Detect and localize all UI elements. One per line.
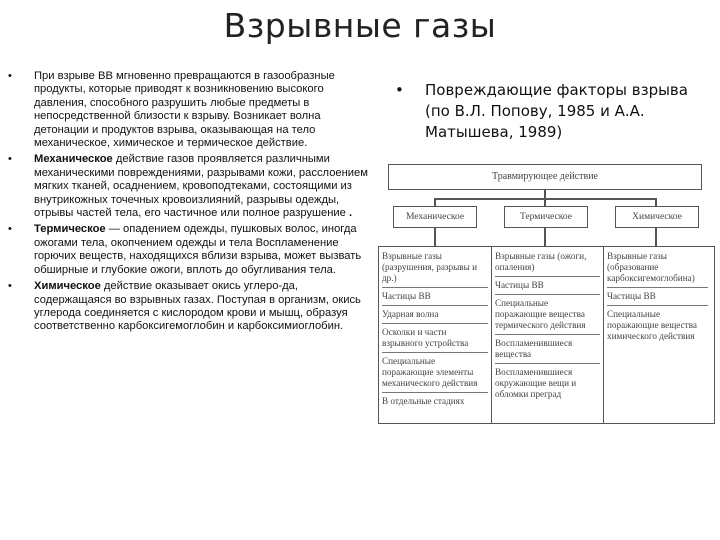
cell-divider: [607, 287, 708, 288]
factor-item: Специальные поражающие элементы механического действия: [382, 356, 478, 388]
factor-item: Частицы ВВ: [607, 291, 656, 301]
connector-line: [544, 228, 546, 246]
factor-item: Частицы ВВ: [495, 280, 544, 290]
cell-divider: [495, 294, 600, 295]
cell-divider: [382, 392, 488, 393]
connector-line: [544, 189, 546, 198]
cell-divider: [495, 363, 600, 364]
bullet-emphasis: Химическое: [34, 280, 101, 293]
factor-item: Специальные поражающие вещества термического действия: [495, 298, 586, 330]
right-heading: [395, 80, 695, 143]
factor-item: Ударная волна: [382, 309, 439, 319]
bullet-item: [8, 280, 378, 334]
cell-divider: [382, 352, 488, 353]
bullet-text: действие газов проявляется различными механическими повреждениями, разрывами кожи, расслоением мягких тканей, осаднением, кровоподтеками, состоящими из внутрикожных точечных кровоизлияний, разрывы одежды, отрывы частей тела, его частичное или полное разрушение: [34, 153, 368, 220]
bullet-icon: •: [8, 70, 12, 82]
right-heading-text: Повреждающие факторы взрыва (по В.Л. Попову, 1985 и А.А. Матышева, 1989): [425, 81, 688, 141]
cell-divider: [495, 334, 600, 335]
bullet-icon: •: [395, 81, 404, 99]
factors-diagram: [378, 160, 713, 430]
bullet-item: [8, 223, 378, 277]
connector-line: [655, 228, 657, 246]
bullet-icon: •: [8, 223, 12, 236]
connector-line: [544, 198, 546, 206]
factor-item: В отдельные стадиях: [382, 396, 465, 406]
factor-item: Воспламенившиеся вещества: [495, 338, 573, 359]
column-header-mechanical: Механическое: [393, 206, 477, 228]
bullet-text: При взрыве ВВ мгновенно превращаются в газообразные продукты, которые приводят к возникновению высокого давления, способного разрушить любые предметы в непосредственной близости к взрыву. Возникает волна детонации и продуктов взрыва, оказывающая на тело механическое, химическое и термическое действие.: [34, 70, 335, 150]
cell-divider: [382, 323, 488, 324]
bullet-icon: •: [8, 280, 12, 293]
column-header-chemical: Химическое: [615, 206, 699, 228]
cell-divider: [495, 276, 600, 277]
column-mechanical: [379, 247, 491, 423]
connector-line: [434, 198, 436, 206]
factor-item: Специальные поражающие вещества химического действия: [607, 309, 697, 341]
diagram-top-box: Травмирующее действие: [388, 164, 702, 190]
bullet-item: [8, 70, 378, 150]
column-thermal: [491, 247, 603, 423]
connector-line: [655, 198, 657, 206]
column-header-thermal: Термическое: [504, 206, 588, 228]
bullet-text: — опадением одежды, пушковых волос, иногда ожогами тела, окопчением одежды и тела Воспламенение горючих веществ, находящихся вблизи взрыва, может вызвать обширные и глубокие ожоги, вплоть до обугливания тела.: [34, 223, 362, 276]
bullet-item: [8, 153, 378, 220]
left-bullet-list: [8, 70, 378, 334]
cell-divider: [607, 305, 708, 306]
bullet-emphasis: Термическое: [34, 223, 106, 236]
factor-item: Частицы ВВ: [382, 291, 431, 301]
cell-divider: [382, 287, 488, 288]
factor-item: Взрывные газы (образование карбоксигемоглобина): [607, 251, 695, 283]
slide-title: Взрывные газы: [223, 6, 497, 45]
factor-item: Осколки и части взрывного устройства: [382, 327, 469, 348]
factor-item: Взрывные газы (ожоги, опаления): [495, 251, 587, 272]
factor-item: Воспламенившиеся окружающие вещи и обломки преград: [495, 367, 577, 399]
bullet-emphasis: .: [348, 207, 353, 220]
bullet-emphasis: Механическое: [34, 153, 113, 166]
column-chemical: [603, 247, 711, 423]
factors-table: [378, 246, 715, 424]
connector-line: [434, 228, 436, 246]
bullet-icon: •: [8, 153, 12, 166]
cell-divider: [382, 305, 488, 306]
factor-item: Взрывные газы (разрушения, разрывы и др.): [382, 251, 478, 283]
bullet-text: действие оказывает окись углеро-да, содержащаяся во взрывных газах. Поступая в организм, окись углерода соединяется с кислородом крови и мышц, образуя соответственно карбоксигемоглобин и карбоксимиоглобин.: [34, 280, 361, 333]
